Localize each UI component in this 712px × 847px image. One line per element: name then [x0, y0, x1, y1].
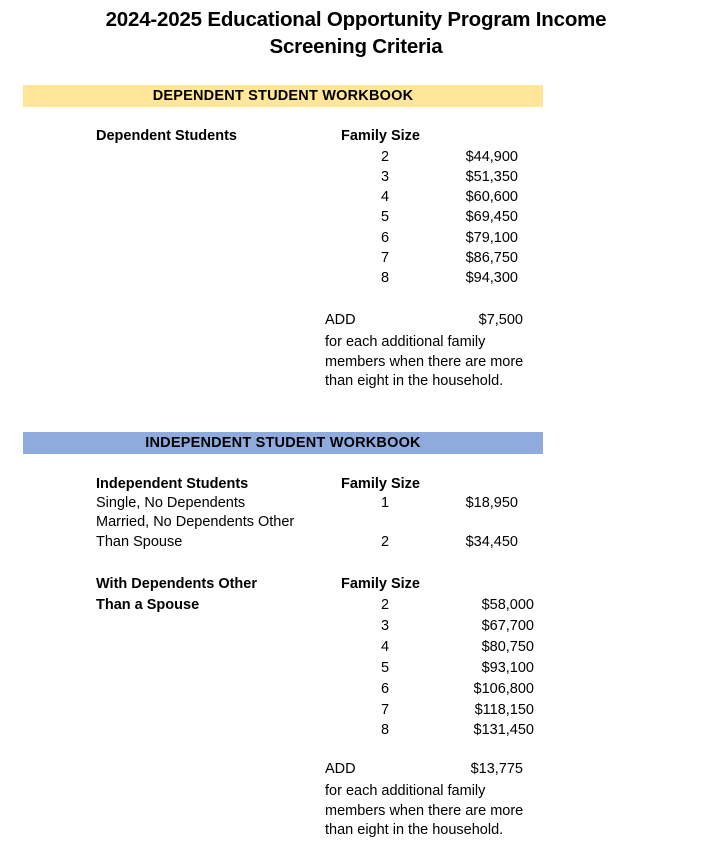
table-cell-amount: $58,000: [481, 597, 534, 613]
with-dependents-heading-line-1: With Dependents Other: [96, 576, 257, 592]
independent-add-note-line-1: for each additional family: [325, 783, 486, 799]
table-cell-amount: $51,350: [465, 169, 518, 185]
page-title-line-1: 2024-2025 Educational Opportunity Program Income: [105, 8, 607, 31]
independent-add-block: [325, 760, 525, 838]
with-dependents-heading-line-2: Than a Spouse: [96, 597, 200, 613]
page-title-line-2: Screening Criteria: [269, 35, 443, 58]
page-title: [60, 6, 652, 60]
dependent-add-block: [325, 311, 525, 389]
table-row: 7: [380, 250, 390, 266]
independent-family-size-header: Family Size: [341, 476, 420, 492]
independent-add-note-line-2: members when there are more: [325, 802, 524, 819]
dependent-add-note-line-1: for each additional family: [325, 334, 486, 350]
independent-single-label: Single, No Dependents: [96, 495, 246, 511]
table-row: 6: [380, 681, 390, 697]
table-row: 5: [380, 660, 390, 676]
table-cell-amount: $60,600: [465, 189, 518, 205]
dependent-students-label: Dependent Students: [96, 128, 237, 144]
table-cell-amount: $18,950: [465, 495, 518, 511]
section-banner-dependent-student-workbook: DEPENDENT STUDENT WORKBOOK: [23, 85, 543, 107]
table-cell-amount: $44,900: [465, 149, 518, 165]
table-row: 2: [380, 534, 390, 550]
independent-add-note: [325, 782, 540, 841]
table-cell-amount: $93,100: [481, 660, 534, 676]
table-row: 2: [380, 149, 390, 165]
independent-add-label: ADD: [325, 761, 356, 777]
table-row: 2: [380, 597, 390, 613]
dependent-add-row: [325, 311, 525, 331]
independent-add-row: [325, 760, 525, 780]
independent-married-label-line-2: Than Spouse: [96, 534, 183, 550]
table-cell-amount: $34,450: [465, 534, 518, 550]
table-cell-amount: $80,750: [481, 639, 534, 655]
dependent-add-note: [325, 333, 540, 392]
table-row: 5: [380, 209, 390, 225]
independent-married-label-line-1: Married, No Dependents Other: [96, 514, 295, 530]
independent-students-heading: Independent Students: [96, 476, 249, 492]
table-row: 8: [380, 270, 390, 286]
table-row: 4: [380, 189, 390, 205]
independent-add-amount: $13,775: [470, 761, 523, 777]
table-cell-amount: $131,450: [473, 722, 534, 738]
table-cell-amount: $67,700: [481, 618, 534, 634]
table-row: 3: [380, 618, 390, 634]
section-banner-independent-student-workbook: INDEPENDENT STUDENT WORKBOOK: [23, 432, 543, 454]
dependent-add-amount: $7,500: [478, 312, 523, 328]
table-row: 7: [380, 702, 390, 718]
dependent-family-size-header: Family Size: [341, 128, 420, 144]
dependent-add-label: ADD: [325, 312, 356, 328]
table-row: 8: [380, 722, 390, 738]
table-row: 1: [380, 495, 390, 511]
with-dependents-family-size-header: Family Size: [341, 576, 420, 592]
table-row: 4: [380, 639, 390, 655]
table-cell-amount: $106,800: [473, 681, 534, 697]
table-row: 3: [380, 169, 390, 185]
table-row: 6: [380, 230, 390, 246]
table-cell-amount: $118,150: [474, 702, 534, 718]
table-cell-amount: $79,100: [465, 230, 518, 246]
table-cell-amount: $86,750: [465, 250, 518, 266]
table-cell-amount: $94,300: [465, 270, 518, 286]
independent-add-note-line-3: than eight in the household.: [325, 822, 504, 838]
dependent-add-note-line-3: than eight in the household.: [325, 373, 504, 389]
dependent-add-note-line-2: members when there are more: [325, 353, 524, 370]
table-cell-amount: $69,450: [465, 209, 518, 225]
